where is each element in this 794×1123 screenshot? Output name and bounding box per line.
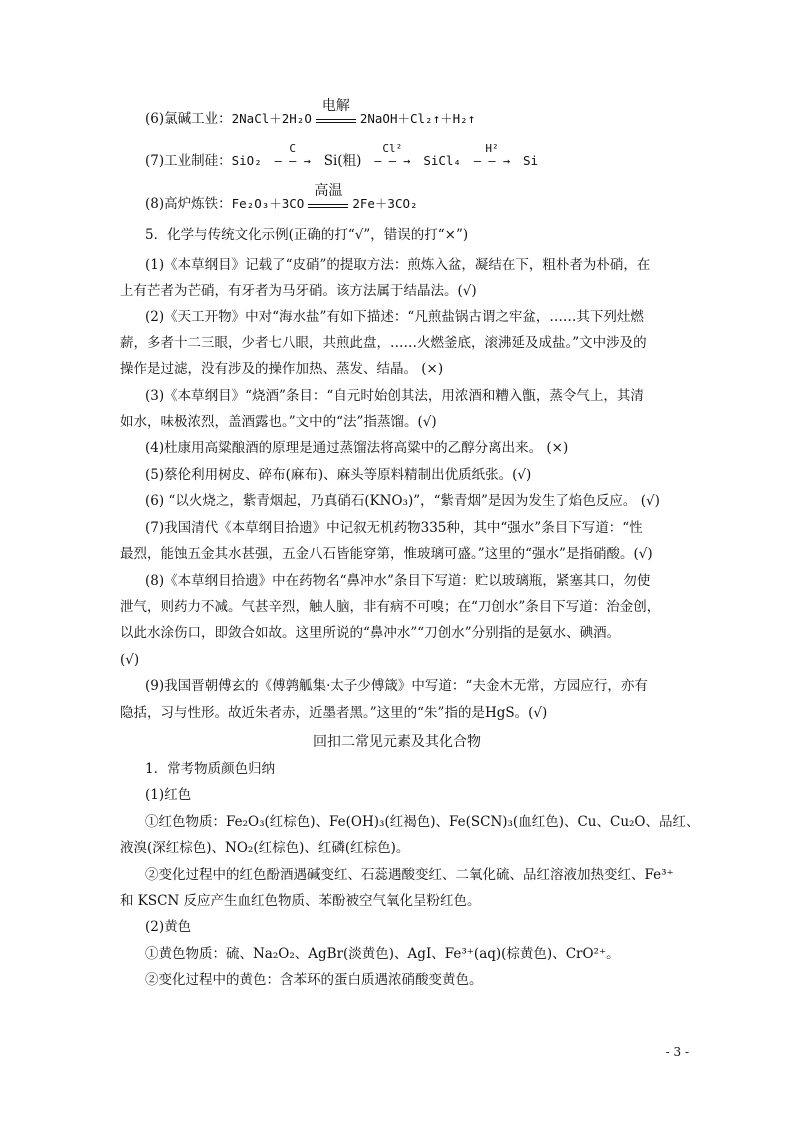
text-line: 隐括，习与性形。故近朱者赤，近墨者黑。”这里的“朱”指的是HgS。(√) xyxy=(120,705,548,721)
equals-sign xyxy=(308,204,348,208)
equation-products: 2NaOH＋Cl₂↑＋H₂↑ xyxy=(359,111,476,126)
text-line: ①红色物质：Fe₂O₃(红棕色)、Fe(OH)₃(红褐色)、Fe(SCN)₃(血红色)、Cu、Cu₂O、品红、 xyxy=(145,814,700,830)
formula-si: Si xyxy=(522,153,539,168)
text-line: 上有芒者为芒硝，有牙者为马牙硝。该方法属于结晶法。(√) xyxy=(120,283,477,299)
equation-reactants: 2NaCl＋2H₂O xyxy=(231,111,312,126)
text-line: 操作是过滤，没有涉及的操作加热、蒸发、结晶。 (×) xyxy=(120,361,444,377)
text-line: 以此水涂伤口，即敛合如故。这里所说的“鼻冲水”“刀创水”分别指的是氨水、碘酒。 xyxy=(120,625,621,641)
reaction-arrow: Cl² — — → xyxy=(361,154,423,168)
text-line: (2)《天工开物》中对“海水盐”有如下描述：“凡煎盐锅古谓之牢盆，……其下列灶燃 xyxy=(145,309,644,325)
reaction-condition xyxy=(308,183,348,208)
text-line: (3)《本草纲目》“烧酒”条目：“自元时始创其法，用浓酒和糟入甑，蒸令气上，其清 xyxy=(145,388,644,404)
text-line: (√) xyxy=(120,652,140,668)
text-line: ②变化过程中的红色酚酒遇碱变红、石蕊遇酸变红、二氧化硫、品红溶液加热变红、Fe³⁺ xyxy=(145,867,674,883)
text-line: 如水，味极浓烈，盖酒露也。”文中的“法”指蒸馏。(√) xyxy=(120,414,437,430)
equation-label: (7)工业制硅： xyxy=(145,153,232,169)
reaction-arrow: C — — → xyxy=(262,154,324,168)
reaction-condition xyxy=(316,98,356,123)
text-line: (4)杜康用高粱酿酒的原理是通过蒸馏法将高粱中的乙醇分离出来。 (×) xyxy=(145,440,569,456)
equation-reactants: Fe₂O₃＋3CO xyxy=(231,196,305,211)
arrow-label: C xyxy=(289,142,297,155)
text-line: ①黄色物质：硫、Na₂O₂、AgBr(淡黄色)、AgI、Fe³⁺(aq)(棕黄色)、CrO²⁺。 xyxy=(145,946,620,962)
formula-sio2: SiO₂ xyxy=(231,153,262,168)
subsection-heading: 1．常考物质颜色归纳 xyxy=(145,761,276,777)
subsection-heading: (1)红色 xyxy=(145,787,192,803)
text-line: 液溴(深红棕色)、NO₂(红棕色)、红磷(红棕色)。 xyxy=(120,840,410,856)
formula-sicl4: SiCl₄ xyxy=(423,153,461,168)
subsection-heading: (2)黄色 xyxy=(145,919,192,935)
text-line: (1)《本草纲目》记载了“皮硝”的提取方法：煎炼入盆，凝结在下，粗朴者为朴硝，在 xyxy=(145,257,651,273)
text-line: ②变化过程中的黄色：含苯环的蛋白质遇浓硝酸变黄色。 xyxy=(145,972,483,988)
text-line: (7)我国清代《本草纲目拾遗》中记叙无机药物335种，其中“强水”条目下写道：“性 xyxy=(145,520,643,536)
equation-silicon xyxy=(145,142,539,169)
condition-label: 高温 xyxy=(314,183,343,199)
arrow-label: Cl² xyxy=(382,142,403,155)
equation-blast-furnace xyxy=(145,183,418,212)
formula-si-crude: Si(粗) xyxy=(323,153,362,169)
arrow-label: H² xyxy=(485,142,499,155)
page-number: - 3 - xyxy=(665,1045,689,1059)
equation-label: (8)高炉炼铁： xyxy=(145,196,232,212)
equation-label: (6)氯碱工业： xyxy=(145,111,232,127)
text-line: 泄气，则药力不减。气甚辛烈，触人脑，非有病不可嗅；在“刀创水”条目下写道：治金创， xyxy=(120,599,661,615)
text-line: (8)《本草纲目拾遗》中在药物名“鼻冲水”条目下写道：贮以玻璃瓶，紧塞其口，勿使 xyxy=(145,573,651,589)
equation-products: 2Fe＋3CO₂ xyxy=(352,196,418,211)
condition-label: 电解 xyxy=(321,98,350,114)
text-line: 和 KSCN 反应产生血红色物质、苯酚被空气氧化呈粉红色。 xyxy=(120,893,481,909)
section-title: 回扣二常见元素及其化合物 xyxy=(313,734,481,750)
section-heading: 5．化学与传统文化示例(正确的打“√”，错误的打“×”) xyxy=(145,227,469,243)
text-line: (6) “以火烧之，紫青烟起，乃真硝石(KNO₃)”，“紫青烟”是因为发生了焰色反应。 (√) xyxy=(145,493,660,509)
text-line: 最烈，能蚀五金其水甚强，五金八石皆能穿第，惟玻璃可盛。”这里的“强水”是指硝酸。(√) xyxy=(120,546,653,562)
equation-chlor-alkali xyxy=(145,98,476,127)
equals-sign xyxy=(316,119,356,123)
reaction-arrow: H² — — → xyxy=(461,154,523,168)
text-line: (9)我国晋朝傅玄的《傅鹑觚集·太子少傅箴》中写道：“夫金木无常，方园应行，亦有 xyxy=(145,678,648,694)
text-line: 薪，多者十二三眼，少者七八眼，共煎此盘，……火燃釜底，滚沸延及成盐。”文中涉及的 xyxy=(120,335,647,351)
text-line: (5)蔡伦利用树皮、碎布(麻布)、麻头等原料精制出优质纸张。(√) xyxy=(145,467,532,483)
